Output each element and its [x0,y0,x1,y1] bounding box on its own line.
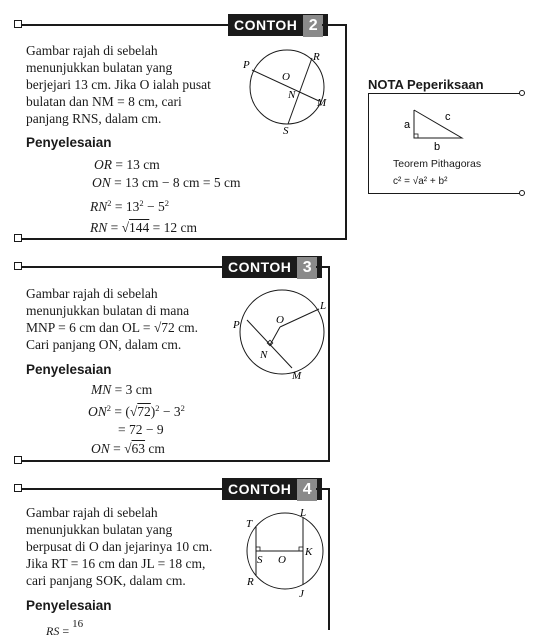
nota-box-bottom [368,193,521,194]
solution-heading: Penyelesaian [26,135,112,150]
right-angle-mark [299,547,303,551]
bottom-rule [20,460,330,462]
nota-formula: c² = √a² + b² [393,176,448,187]
question-line: Gambar rajah di sebelah [26,43,158,58]
label-o: O [282,71,290,83]
triangle-diagram [400,104,480,154]
question-line: MNP = 6 cm dan OL = √72 cm. [26,320,198,335]
label-p: P [243,59,250,71]
right-rule [345,24,347,240]
label-m: M [317,97,327,109]
question-line: cari panjang SOK, dalam cm. [26,573,186,588]
example-badge [222,478,322,500]
question-line: panjang RNS, dalam cm. [26,111,162,126]
badge-label: CONTOH [228,481,292,497]
label-r: R [313,51,320,63]
right-angle-mark [256,547,260,551]
badge-label: CONTOH [234,17,298,33]
label-p: P [233,319,240,331]
label-l: L [300,507,307,519]
question-line: bulatan dan NM = 8 cm, cari [26,94,182,109]
nota-dot [519,190,525,196]
label-m: M [292,370,302,382]
label-o: O [278,554,286,566]
question-line: berjejari 13 cm. Jika O ialah pusat [26,77,211,92]
badge-number: 3 [297,257,317,279]
question-line: Gambar rajah di sebelah [26,286,158,301]
example-badge [228,14,328,36]
question-text [26,42,256,127]
side-b-label: b [434,141,441,153]
right-angle-mark [414,134,418,138]
label-j: J [299,588,304,600]
question-line: Gambar rajah di sebelah [26,505,158,520]
question-line: Jika RT = 16 cm dan JL = 18 cm, [26,556,206,571]
question-line: berpusat di O dan jejarinya 10 cm. [26,539,213,554]
solution-working: OR = 13 cm ON = 13 cm − 8 cm = 5 cm $RN^2 = 13^2 - 5^2$ RN = √144 = 12 cm [90,157,241,235]
label-l: L [320,300,327,312]
nota-dot [519,90,525,96]
label-n: N [260,349,268,361]
radius-ol [280,309,319,327]
question-line: Cari panjang ON, dalam cm. [26,337,182,352]
label-n: N [288,89,296,101]
solution-working: MN = 3 cm $ON^2 = (√72)^2 - 3^2$ = 72 − 9 ON = √63 cm [88,382,185,456]
top-rule [20,266,222,268]
right-triangle [414,110,462,138]
circle-diagram [245,40,340,135]
circle-diagram [232,282,330,382]
side-a-label: a [404,119,411,131]
label-o: O [276,314,284,326]
corner-marker [14,456,22,464]
right-rule [328,488,330,630]
side-c-label: c [445,111,451,123]
label-t: T [246,518,253,530]
badge-number: 4 [297,479,317,501]
chord-pm [247,320,292,368]
question-line: menunjukkan bulatan yang [26,522,173,537]
circle [240,290,327,374]
bottom-rule [20,238,347,240]
label-r: R [247,576,254,588]
circle-diagram [242,505,327,600]
corner-marker [14,234,22,242]
question-line: menunjukkan bulatan yang [26,60,173,75]
question-text [26,285,246,353]
label-s: S [283,125,289,137]
label-s: S [257,554,263,566]
segment-on [270,327,280,345]
question-line: menunjukkan bulatan di mana [26,303,190,318]
corner-marker [14,20,22,28]
solution-heading: Penyelesaian [26,362,112,377]
solution-working-cutoff: RS = 16 [46,618,84,638]
solution-heading: Penyelesaian [26,598,112,613]
nota-title: NOTA Peperiksaan [368,77,484,92]
example-badge [222,256,322,278]
corner-marker [14,262,22,270]
top-rule [20,488,222,490]
badge-label: CONTOH [228,259,292,275]
top-rule [20,24,228,26]
label-k: K [305,546,313,558]
corner-marker [14,484,22,492]
badge-number: 2 [303,15,323,37]
question-text [26,504,246,589]
top-rule-right [322,24,347,26]
nota-caption: Teorem Pithagoras [393,158,482,170]
